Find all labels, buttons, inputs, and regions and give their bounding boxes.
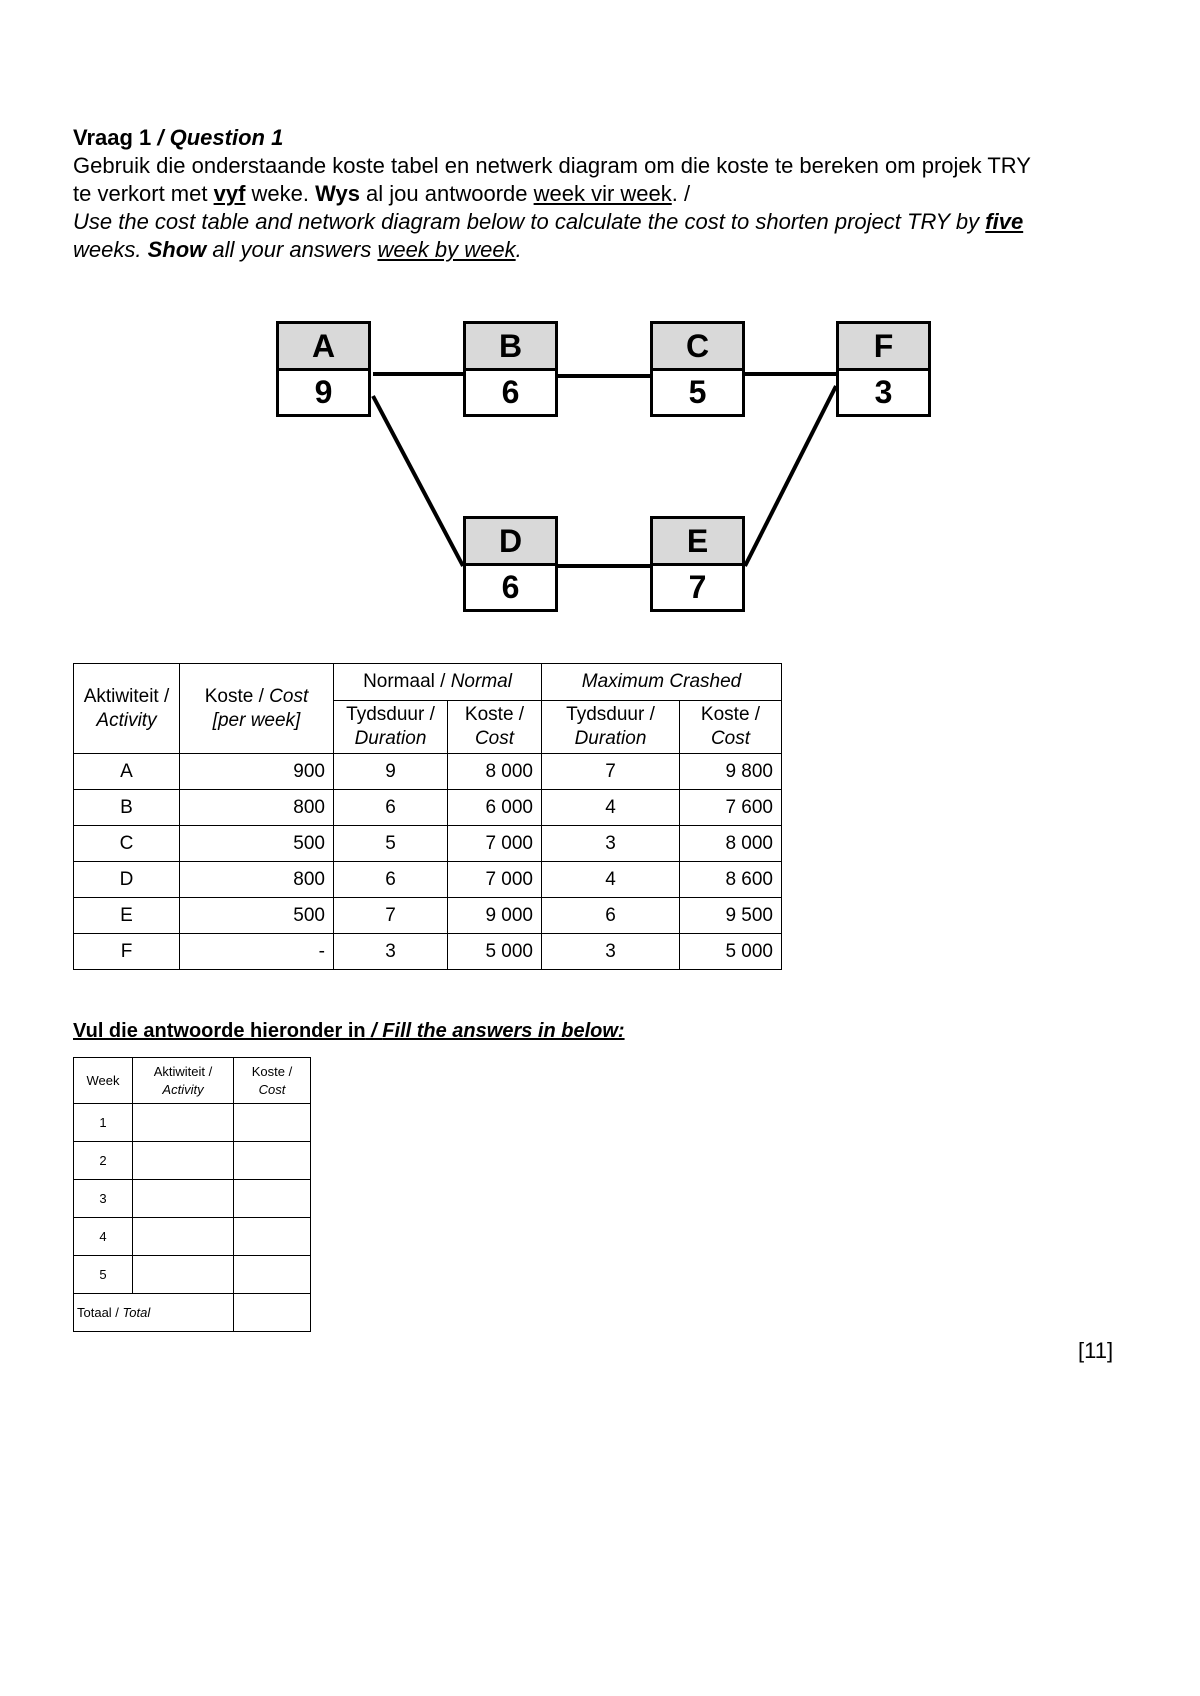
node-e-duration: 7 [688,569,707,605]
crash-cost-cell: 9 500 [680,898,782,934]
normal-cost-cell: 6 000 [448,790,542,826]
answer-row [74,1218,311,1256]
week-number: 2 [74,1142,133,1180]
header-normal-cost: Koste / Cost [448,701,542,754]
answer-activity-cell[interactable] [133,1142,234,1180]
node-b [463,321,558,417]
cost-per-week-cell: 500 [180,898,334,934]
crash-duration-cell: 4 [542,790,680,826]
cost-per-week-cell: 800 [180,862,334,898]
cost-table [73,663,782,970]
activity-cell: E [74,898,180,934]
header-maximum-crashed: Maximum Crashed [542,664,782,701]
node-b-duration: 6 [501,374,520,410]
answer-table [73,1057,311,1332]
header-crashed-duration: Tydsduur / Duration [542,701,680,754]
node-a-duration: 9 [314,374,333,410]
node-a-name: A [279,324,368,371]
normal-duration-cell: 7 [334,898,448,934]
english-instruction-line-2: weeks. Show all your answers week by week. [73,237,522,262]
activity-cell: D [74,862,180,898]
node-c [650,321,745,417]
crash-cost-cell: 8 000 [680,826,782,862]
answer-heading: Vul die antwoorde hieronder in / Fill the answers in below: [73,1020,625,1042]
normal-cost-cell: 8 000 [448,754,542,790]
node-c-name: C [653,324,742,371]
answer-activity-cell[interactable] [133,1256,234,1294]
table-row [74,754,782,790]
normal-cost-cell: 9 000 [448,898,542,934]
header-cost-per-week: Koste / Cost [per week] [180,664,334,754]
answer-row [74,1142,311,1180]
afrikaans-instruction-line-2: te verkort met vyf weke. Wys al jou antwoorde week vir week. / [73,181,691,206]
node-f [836,321,931,417]
english-instruction-line-1: Use the cost table and network diagram below to calculate the cost to shorten project TRY by five [73,209,1024,234]
week-number: 3 [74,1180,133,1218]
week-number: 1 [74,1104,133,1142]
answer-cost-cell[interactable] [234,1218,311,1256]
node-b-name: B [466,324,555,371]
node-d-name: D [466,519,555,566]
table-row [74,862,782,898]
cost-per-week-cell: 900 [180,754,334,790]
answer-activity-cell[interactable] [133,1104,234,1142]
answer-row [74,1256,311,1294]
answer-cost-cell[interactable] [234,1142,311,1180]
crash-cost-cell: 7 600 [680,790,782,826]
crash-duration-cell: 3 [542,826,680,862]
activity-cell: F [74,934,180,970]
answer-header-activity: Aktiwiteit / Activity [133,1058,234,1104]
answer-cost-cell[interactable] [234,1180,311,1218]
crash-cost-cell: 8 600 [680,862,782,898]
node-e-name: E [653,519,742,566]
answer-cost-cell[interactable] [234,1104,311,1142]
normal-duration-cell: 6 [334,862,448,898]
answer-row [74,1180,311,1218]
table-row [74,790,782,826]
node-a [276,321,371,417]
network-links [0,0,1200,700]
node-e [650,516,745,612]
answer-header-week: Week [74,1058,133,1104]
normal-duration-cell: 6 [334,790,448,826]
node-d-duration: 6 [501,569,520,605]
link-e-f [745,386,836,566]
link-a-d [373,396,463,566]
normal-duration-cell: 3 [334,934,448,970]
answer-row [74,1104,311,1142]
normal-cost-cell: 7 000 [448,826,542,862]
table-row [74,826,782,862]
crash-duration-cell: 7 [542,754,680,790]
crash-duration-cell: 4 [542,862,680,898]
header-normal-duration: Tydsduur / Duration [334,701,448,754]
week-number: 5 [74,1256,133,1294]
crash-duration-cell: 6 [542,898,680,934]
normal-cost-cell: 5 000 [448,934,542,970]
question-title: Vraag 1 / Question 1 [73,125,284,150]
crash-cost-cell: 5 000 [680,934,782,970]
answer-total-cost-cell[interactable] [234,1294,311,1332]
cost-per-week-cell: 800 [180,790,334,826]
header-normal: Normaal / Normal [334,664,542,701]
answer-activity-cell[interactable] [133,1218,234,1256]
node-f-duration: 3 [874,374,893,410]
table-row [74,898,782,934]
cost-per-week-cell: 500 [180,826,334,862]
week-number: 4 [74,1218,133,1256]
answer-activity-cell[interactable] [133,1180,234,1218]
node-c-duration: 5 [688,374,707,410]
answer-total-row [74,1294,311,1332]
activity-cell: C [74,826,180,862]
normal-duration-cell: 5 [334,826,448,862]
normal-duration-cell: 9 [334,754,448,790]
cost-per-week-cell: - [180,934,334,970]
header-activity: Aktiwiteit / Activity [74,664,180,754]
activity-cell: B [74,790,180,826]
marks-total: [11] [1078,1338,1114,1363]
answer-cost-cell[interactable] [234,1256,311,1294]
node-f-name: F [839,324,928,371]
activity-cell: A [74,754,180,790]
header-crashed-cost: Koste / Cost [680,701,782,754]
node-d [463,516,558,612]
total-label: Totaal / Total [74,1294,234,1332]
table-row [74,934,782,970]
normal-cost-cell: 7 000 [448,862,542,898]
crash-duration-cell: 3 [542,934,680,970]
afrikaans-instruction-line-1: Gebruik die onderstaande koste tabel en netwerk diagram om die koste te bereken om projek TRY [73,153,1031,178]
answer-header-cost: Koste / Cost [234,1058,311,1104]
crash-cost-cell: 9 800 [680,754,782,790]
